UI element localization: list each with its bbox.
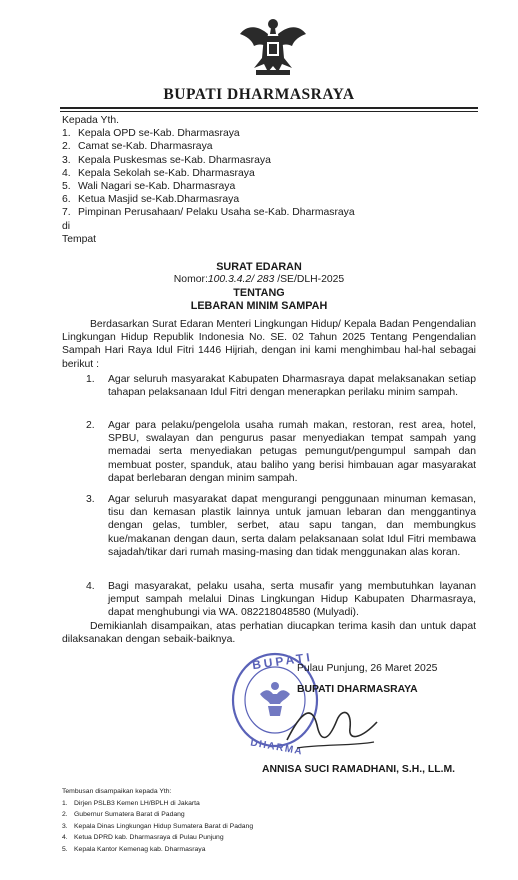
point-item: 3. Agar seluruh masyarakat dapat mengurangi penggunaan minuman kemasan, tisu dan kemasan plastik lainnya untuk jamuan lebaran dan menggantinya dengan gelas, tumbler, serbet, atau sapu tangan, dan membungkus kue/makanan dengan daun, serta dalam pelaksanaan solat Idul Fitri membawa sajadah/tikar dari rumah masing-masing dan tidak menggunakan alas koran. [86, 494, 476, 558]
recipient-item: 3. Kepala Puskesmas se-Kab. Dharmasraya [62, 154, 271, 166]
handwritten-number: 100.3.4.2/ 283 [207, 274, 275, 285]
recipient-item: 2. Camat se-Kab. Dharmasraya [62, 141, 213, 153]
letterhead-rule [60, 107, 478, 109]
tembusan-block [62, 786, 253, 855]
signing-place-date: Pulau Punjung, 26 Maret 2025 [297, 663, 438, 674]
signing-office: BUPATI DHARMASRAYA [297, 684, 418, 695]
point-item: 4. Bagi masyarakat, pelaku usaha, serta musafir yang membutuhkan layanan jemput sampah melalui Dinas Lingkungan Hidup Kabupaten Dharmasraya, dapat menghubungi via WA. 082218048580 (Mulyadi). [86, 581, 476, 619]
document-number: Nomor:100.3.4.2/ 283 /SE/DLH-2025 [173, 274, 345, 285]
recipient-item: 4. Kepala Sekolah se-Kab. Dharmasraya [62, 167, 255, 179]
recipient-intro: Kepada Yth. [62, 115, 120, 126]
stamp-text-top: BUPATI [251, 649, 314, 673]
stamp-text-bottom: DHARMA [249, 737, 305, 758]
recipient-item: 1. Kepala OPD se-Kab. Dharmasraya [62, 128, 240, 140]
point-item: 2. Agar para pelaku/pengelola usaha rumah makan, restoran, rest area, hotel, SPBU, swalayan dan pengurus pasar menyediakan tempat sampah yang memadai serta menyediakan petugas pemungut/pengumpul sampah dan membuat poster, spanduk, atau baliho yang berisi himbauan agar masyarakat dapat berlebaran dengan minim sampah. [86, 420, 476, 484]
tembusan-item: 4. Ketua DPRD kab. Dharmasraya di Pulau Punjung [62, 834, 224, 841]
recipient-item: 7. Pimpinan Perusahaan/ Pelaku Usaha se-Kab. Dharmasraya [62, 207, 355, 219]
document-subject: LEBARAN MINIM SAMPAH [190, 300, 328, 312]
tembusan-item: 5. Kepala Kantor Kemenag kab. Dharmasraya [62, 845, 206, 853]
tembusan-intro: Tembusan disampaikan kepada Yth: [62, 788, 172, 795]
tentang-label: TENTANG [233, 287, 285, 299]
signatory-name: ANNISA SUCI RAMADHANI, S.H., LL.M. [262, 764, 455, 775]
tembusan-item: 3. Kepala Dinas Lingkungan Hidup Sumatera Barat di Padang [62, 822, 254, 830]
letterhead-rule-thin [60, 111, 478, 112]
garuda-emblem-icon [238, 14, 308, 78]
recipient-di: di [62, 220, 71, 232]
closing-paragraph: Demikianlah disampaikan, atas perhatian diucapkan terima kasih dan untuk dapat dilaksanakan dengan sebaik-baiknya. [62, 621, 476, 646]
tembusan-item: 1. Dirjen PSLB3 Kemen LH/BPLH di Jakarta [62, 799, 200, 807]
recipient-block [62, 114, 355, 246]
recipient-tempat: Tempat [62, 233, 97, 245]
tembusan-item: 2. Gubernur Sumatera Barat di Padang [62, 811, 185, 818]
intro-paragraph: Berdasarkan Surat Edaran Menteri Lingkungan Hidup/ Kepala Badan Pengendalian Lingkungan Hidup Republik Indonesia No. SE. 02 Tahun 2025 Tentang Pengendalian Sampah Hari Raya Idul Fitri 1446 Hijriah, dengan ini kami menghimbau hal-hal sebagai berikut : [62, 319, 476, 370]
letterhead-title: BUPATI DHARMASRAYA [163, 86, 355, 103]
recipient-item: 5. Wali Nagari se-Kab. Dharmasraya [62, 181, 236, 193]
point-item: 1. Agar seluruh masyarakat Kabupaten Dharmasraya dapat melaksanakan setiap tahapan pelaksanaan Idul Fitri dengan menerapkan perilaku minim sampah. [86, 374, 476, 399]
document-type: SURAT EDARAN [216, 261, 302, 273]
handwritten-signature-icon [282, 700, 382, 755]
recipient-item: 6. Ketua Masjid se-Kab.Dharmasraya [62, 194, 240, 206]
